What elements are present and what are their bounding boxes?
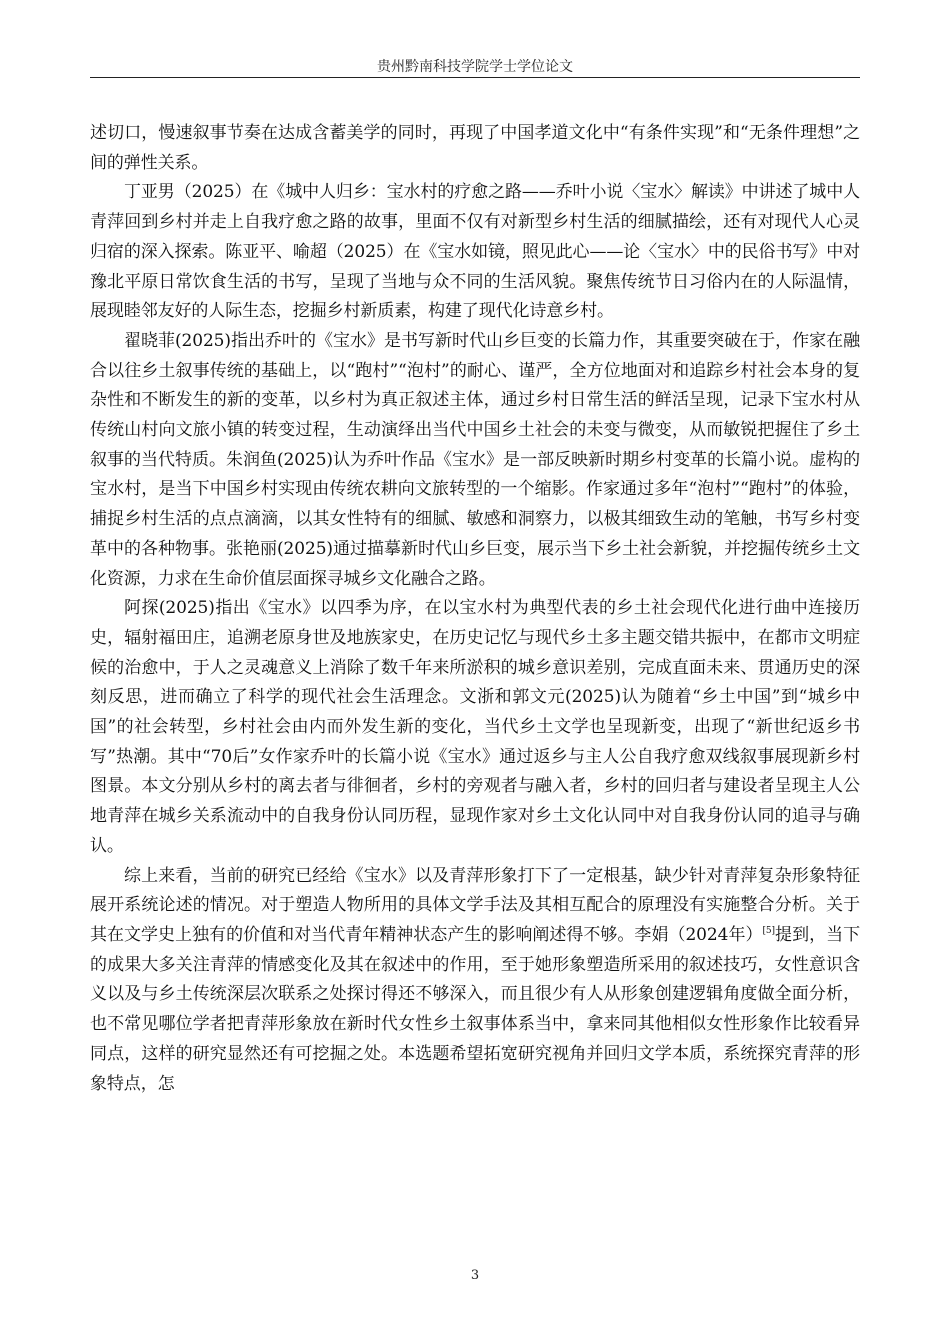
summary-text-before: 综上来看，当前的研究已经给《宝水》以及青萍形象打下了一定根基，缺少针对青萍复杂形象特征展开系统论述的情况。对于塑造人物所用的具体文学手法及其相互配合的原理没有实施整合分析。关于其在文学史上独有的价值和对当代青年精神状态产生的影响阐述得不够。李娟（2024年） [90, 865, 860, 945]
citation-reference[interactable]: [5] [762, 925, 775, 936]
body-text [90, 119, 860, 1099]
summary-text-after: 提到，当下的成果大多关注青萍的情感变化及其在叙述中的作用，至于她形象塑造所采用的叙述技巧，女性意识含义以及与乡土传统深层次联系之处探讨得还不够深入，而且很少有人从形象创建逻辑角度做全面分析，也不常见哪位学者把青萍形象放在新时代女性乡土叙事体系当中，拿来同其他相似女性形象作比较看异同点，这样的研究显然还有可挖掘之处。本选题希望拓宽研究视角并回归文学本质，系统探究青萍的形象特点，怎 [90, 924, 861, 1094]
page-header [90, 60, 860, 78]
paragraph-continuation: 述切口，慢速叙事节奏在达成含蓄美学的同时，再现了中国孝道文化中“有条件实现”和“无条件理想”之间的弹性关系。 [90, 123, 860, 173]
paragraph-a-tan: 阿探(2025)指出《宝水》以四季为序，在以宝水村为典型代表的乡土社会现代化进行曲中连接历史，辐射福田庄，追溯老原身世及地族家史，在历史记忆与现代乡土多主题交错共振中，在都市文明症候的治愈中，于人之灵魂意义上消除了数千年来所淤积的城乡意识差别，完成直面未来、贯通历史的深刻反思，进而确立了科学的现代社会生活理念。文浙和郭文元(2025)认为随着“乡土中国”到“城乡中国”的社会转型，乡村社会由内而外发生新的变化，当代乡土文学也呈现新变，出现了“新世纪返乡书写”热潮。其中“70后”女作家乔叶的长篇小说《宝水》通过返乡与主人公自我疗愈双线叙事展现新乡村图景。本文分别从乡村的离去者与徘徊者，乡村的旁观者与融入者，乡村的回归者与建设者呈现主人公地青萍在城乡关系流动中的自我身份认同历程，显现作家对乡土文化认同中对自我身份认同的追寻与确认。 [90, 598, 860, 856]
paragraph-summary [90, 862, 860, 1100]
page-number: 3 [470, 1268, 480, 1283]
header-title: 贵州黔南科技学院学士学位论文 [377, 59, 573, 75]
paragraph-ding-yanan: 丁亚男（2025）在《城中人归乡：宝水村的疗愈之路——乔叶小说〈宝水〉解读》中讲述了城中人青萍回到乡村并走上自我疗愈之路的故事，里面不仅有对新型乡村生活的细腻描绘，还有对现代人心灵归宿的深入探索。陈亚平、喻超（2025）在《宝水如镜，照见此心——论〈宝水〉中的民俗书写》中对豫北平原日常饮食生活的书写，呈现了当地与众不同的生活风貌。聚焦传统节日习俗内在的人际温情，展现睦邻友好的人际生态，挖掘乡村新质素，构建了现代化诗意乡村。 [90, 182, 860, 322]
paragraph-zhai-xiaofei: 翟晓菲(2025)指出乔叶的《宝水》是书写新时代山乡巨变的长篇力作，其重要突破在于，作家在融合以往乡土叙事传统的基础上，以“跑村”“泡村”的耐心、谨严，全方位地面对和追踪乡村社会本身的复杂性和不断发生的新的变革，以乡村为真正叙述主体，通过乡村日常生活的鲜活呈现，记录下宝水村从传统山村向文旅小镇的转变过程，生动演绎出当代中国乡土社会的未变与微变，从而敏锐把握住了乡土叙事的当代特质。朱润鱼(2025)认为乔叶作品《宝水》是一部反映新时期乡村变革的长篇小说。虚构的宝水村，是当下中国乡村实现由传统农耕向文旅转型的一个缩影。作家通过多年“泡村”“跑村”的体验，捕捉乡村生活的点点滴滴，以其女性特有的细腻、敏感和洞察力，以极其细致生动的笔触，书写乡村变革中的各种物事。张艳丽(2025)通过描摹新时代山乡巨变，展示当下乡土社会新貌，并挖掘传统乡土文化资源，力求在生命价值层面探寻城乡文化融合之路。 [90, 330, 860, 589]
